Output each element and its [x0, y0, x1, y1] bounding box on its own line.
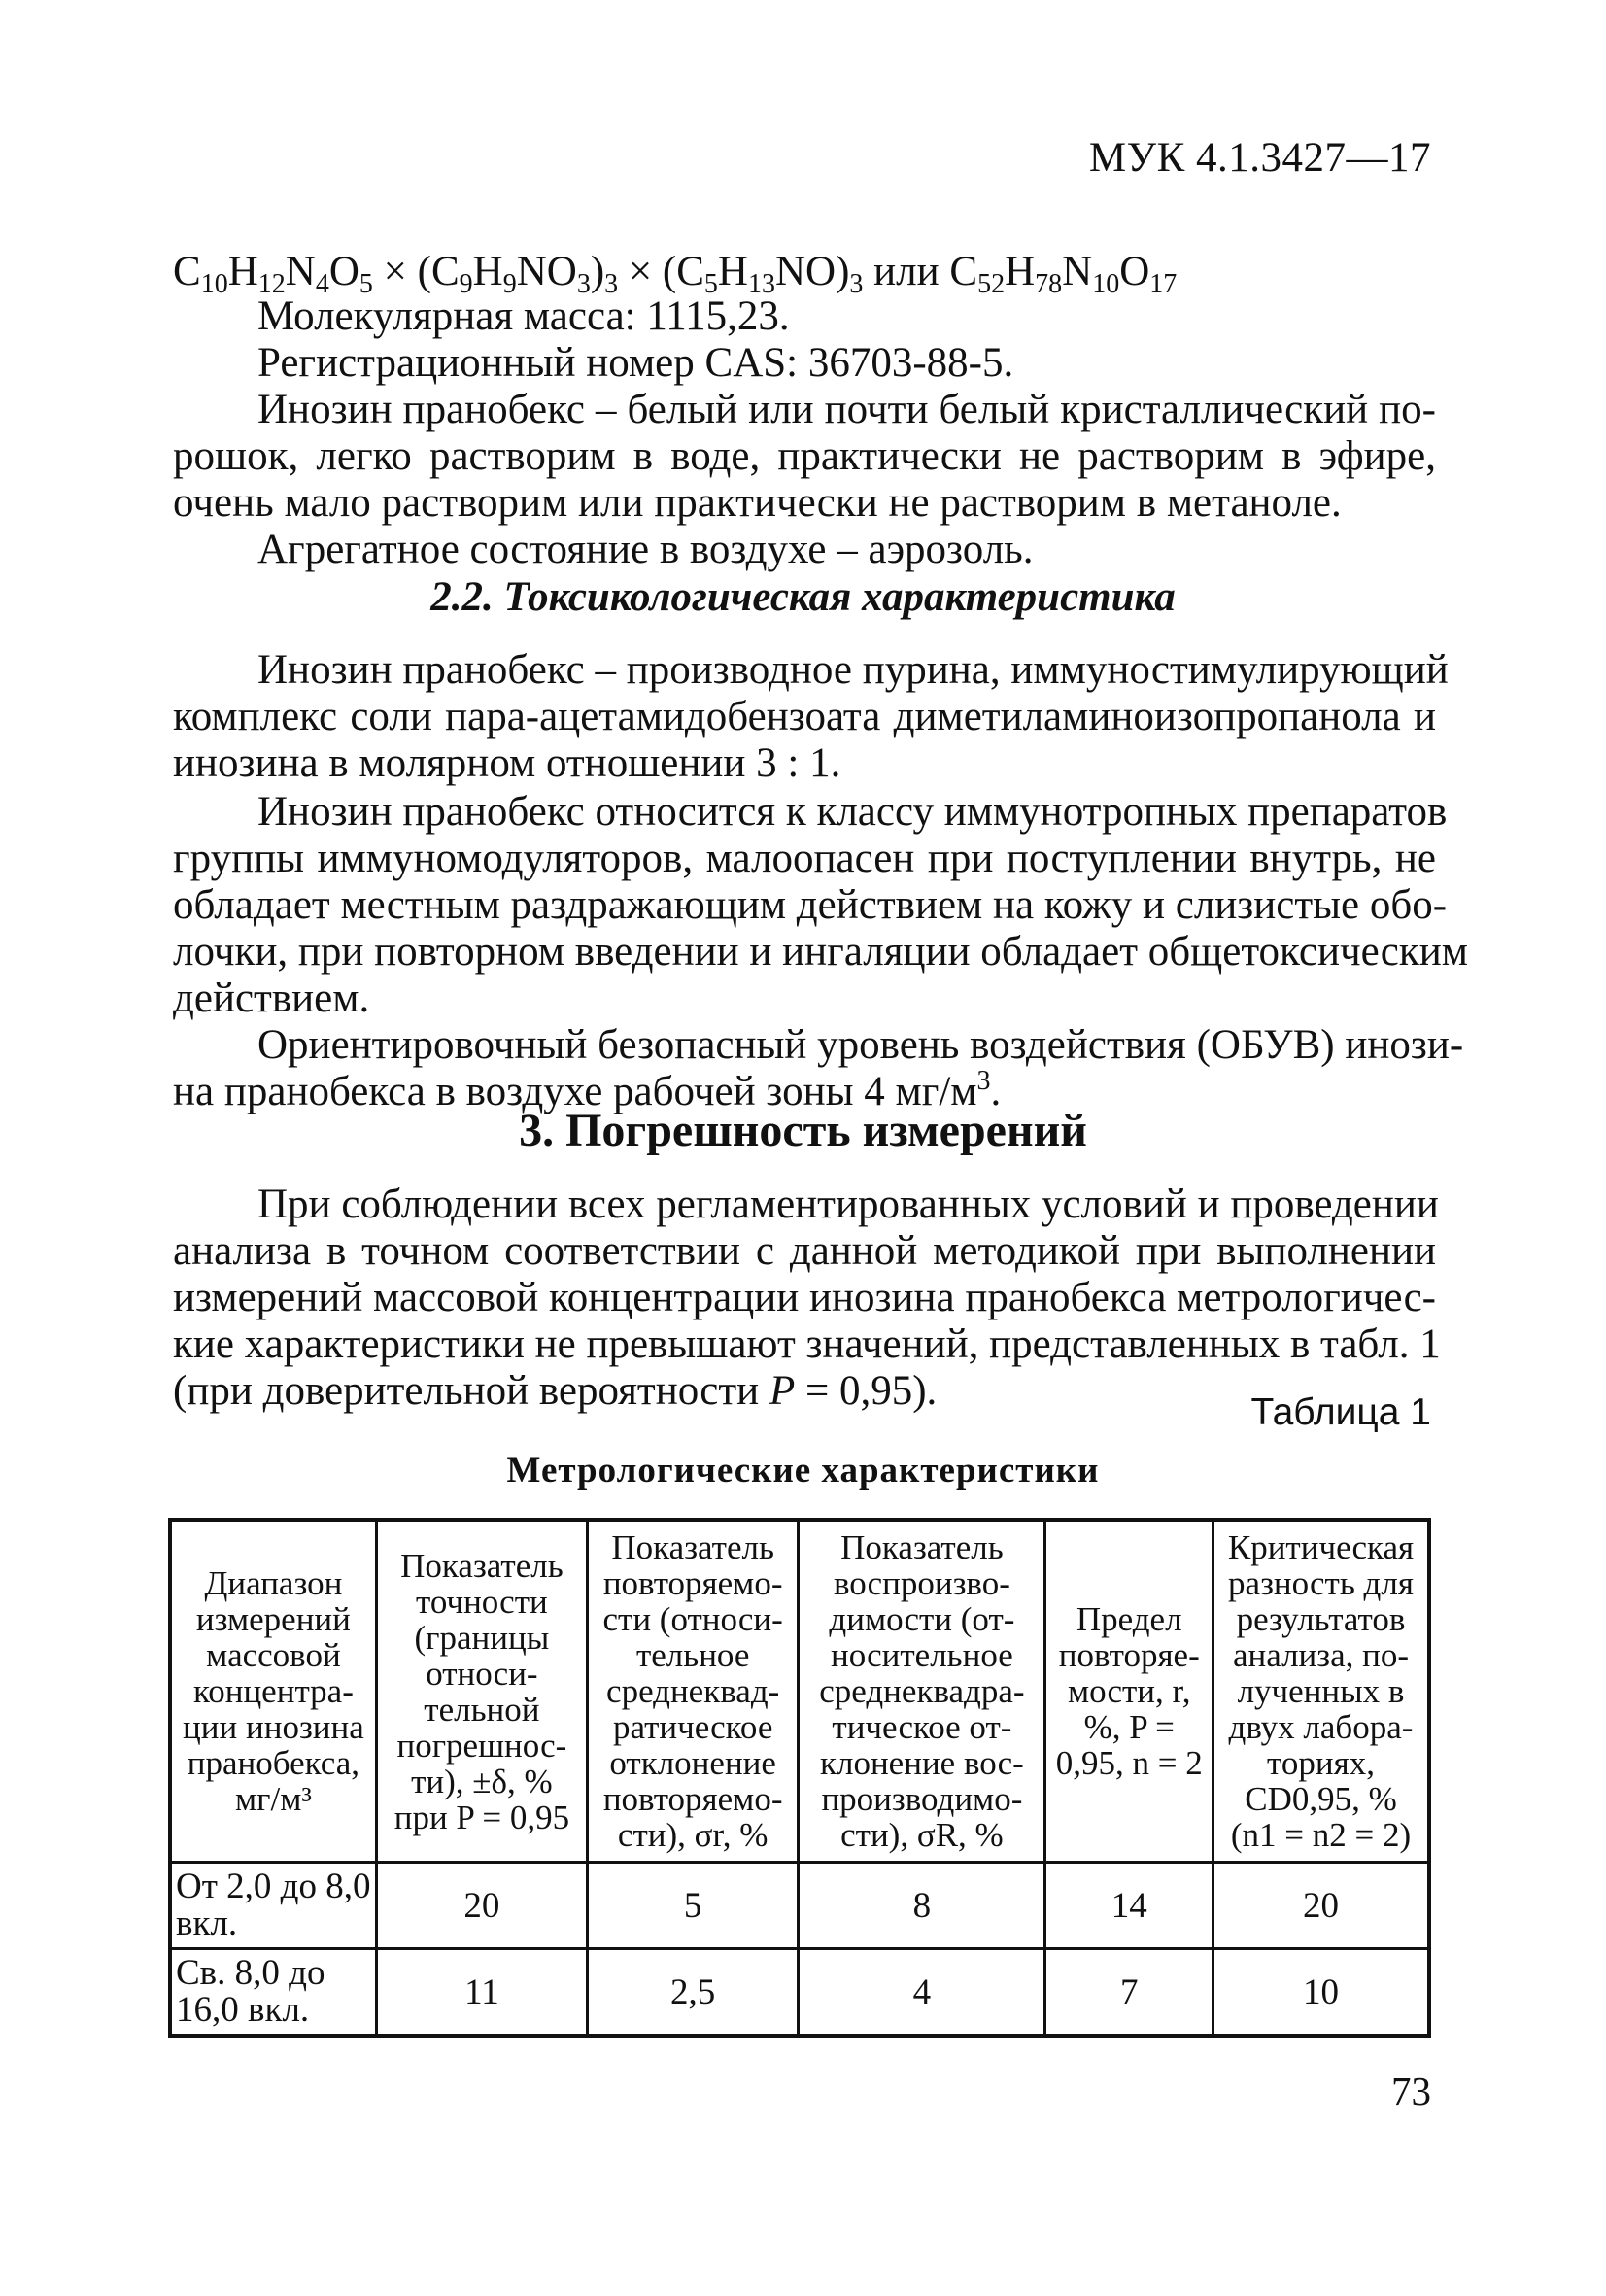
- table-row: [170, 1949, 1429, 2037]
- error-paragraph-line: кие характеристики не превышают значений, представленных в табл. 1: [173, 1321, 1441, 1367]
- table-row: [170, 1863, 1429, 1949]
- page-number: 73: [1391, 2069, 1431, 2113]
- table-cell: От 2,0 до 8,0 вкл.: [170, 1863, 376, 1949]
- tox-paragraph-line: инозина в молярном отношении 3 : 1.: [173, 740, 841, 786]
- error-paragraph-line: анализа в точном соответствии с данной методикой при выполнении: [173, 1228, 1436, 1274]
- aggregate-state: Агрегатное состояние в воздухе – аэрозоль.: [257, 527, 1034, 572]
- table-cell: 2,5: [587, 1949, 798, 2037]
- table-title: Метрологические характеристики: [506, 1451, 1100, 1491]
- tox-paragraph-line: группы иммуномодуляторов, малоопасен при поступлении внутрь, не: [173, 836, 1436, 881]
- table-header-cell: Диапазон измерений массовой концентра-ции инозина пранобекса, мг/м³: [170, 1520, 376, 1863]
- description-line: Инозин пранобекс – белый или почти белый кристаллический по-: [257, 387, 1436, 432]
- error-paragraph-line: измерений массовой концентрации инозина пранобекса метрологичес-: [173, 1275, 1436, 1320]
- description-line: очень мало растворим или практически не растворим в метаноле.: [173, 480, 1342, 526]
- tox-paragraph-line: лочки, при повторном введении и ингаляции обладает общетоксическим: [173, 929, 1468, 975]
- table-cell: 20: [376, 1863, 587, 1949]
- description-line: рошок, легко растворим в воде, практически не растворим в эфире,: [173, 433, 1436, 479]
- tox-paragraph-line: действием.: [173, 976, 370, 1021]
- tox-paragraph-line: Инозин пранобекс – производное пурина, иммуностимулирующий: [257, 647, 1449, 693]
- tox-paragraph-line: комплекс соли пара-ацетамидобензоата диметиламиноизопропанола и: [173, 694, 1436, 739]
- obuv-line: Ориентировочный безопасный уровень воздействия (ОБУВ) инози-: [257, 1022, 1464, 1068]
- obuv-line: на пранобекса в воздухе рабочей зоны 4 $мг/м^3$.: [173, 1066, 1002, 1114]
- error-paragraph-line: (при доверительной вероятности P = 0,95).: [173, 1368, 938, 1414]
- table-header-cell: Предел повторяе-мости, r, %, P = 0,95, n = 2: [1045, 1520, 1213, 1863]
- chemical-formula: $C_{10}H_{12}N_4O_5 \times (C_9H_9NO_3)_3 \times (C_5H_{13}NO)_3$ или $C_{52}H_{78}N_{10}O_{17}$: [173, 249, 1178, 299]
- metrology-table: [168, 1518, 1431, 2038]
- table-header-cell: Показатель повторяемо-сти (относи-тельное среднеквад-ратическое отклонение повторяемо-сти), σr, %: [587, 1520, 798, 1863]
- section-title: 3. Погрешность измерений: [519, 1105, 1087, 1156]
- table-cell: 4: [799, 1949, 1045, 2037]
- table-cell: 14: [1045, 1863, 1213, 1949]
- table-cell: 8: [799, 1863, 1045, 1949]
- cas-number: Регистрационный номер CAS: 36703-88-5.: [257, 340, 1014, 386]
- subsection-title: 2.2. Токсикологическая характеристика: [430, 574, 1176, 620]
- table-header-cell: Показатель воспроизво-димости (от-носительное среднеквадра-тическое от-клонение вос-производимо-сти), σR, %: [799, 1520, 1045, 1863]
- table-cell: 20: [1213, 1863, 1430, 1949]
- table-cell: 7: [1045, 1949, 1213, 2037]
- tox-paragraph-line: Инозин пранобекс относится к классу иммунотропных препаратов: [257, 789, 1448, 835]
- table-header-cell: Показатель точности (границы относи-тельной погрешнос-ти), ±δ, % при P = 0,95: [376, 1520, 587, 1863]
- table-cell: Св. 8,0 до 16,0 вкл.: [170, 1949, 376, 2037]
- molecular-mass: Молекулярная масса: 1115,23.: [257, 293, 790, 339]
- table-cell: 10: [1213, 1949, 1430, 2037]
- table-cell: 5: [587, 1863, 798, 1949]
- table-cell: 11: [376, 1949, 587, 2037]
- error-paragraph-line: При соблюдении всех регламентированных условий и проведении: [257, 1182, 1439, 1227]
- table-label: Таблица 1: [1250, 1391, 1431, 1433]
- tox-paragraph-line: обладает местным раздражающим действием на кожу и слизистые обо-: [173, 882, 1448, 928]
- document-code: МУК 4.1.3427—17: [1088, 135, 1431, 181]
- table-header-cell: Критическая разность для результатов анализа, по-лученных в двух лабора-ториях, CD0,95, % (n1 = n2 = 2): [1213, 1520, 1430, 1863]
